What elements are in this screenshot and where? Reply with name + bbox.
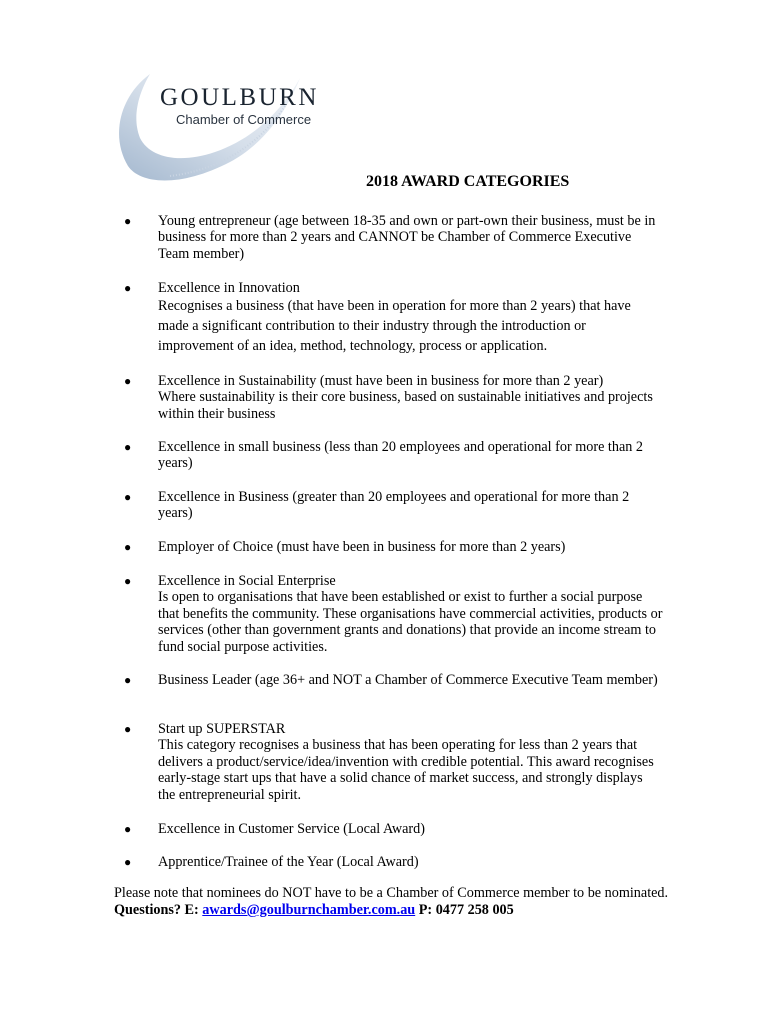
category-title: Excellence in Social Enterprise	[158, 573, 336, 589]
list-item-customer-service	[124, 821, 663, 837]
list-item-startup-superstar	[124, 721, 663, 803]
list-item-employer-of-choice	[124, 539, 663, 555]
bullet-icon: ●	[124, 490, 132, 504]
bullet-icon: ●	[124, 281, 132, 295]
bullet-icon: ●	[124, 855, 132, 869]
bullet-icon: ●	[124, 440, 132, 454]
list-item-social-enterprise	[124, 573, 663, 655]
footer-note-text: Please note that nominees do NOT have to be a Chamber of Commerce member to be nominated.	[114, 885, 669, 901]
questions-label: Questions? E:	[114, 902, 199, 918]
category-description: Where sustainability is their core business, based on sustainable initiatives and projects within their business	[158, 389, 653, 422]
bullet-icon: ●	[124, 673, 132, 687]
bullet-icon: ●	[124, 214, 132, 228]
list-item-sustainability	[124, 373, 663, 422]
category-title: Excellence in Customer Service (Local Award)	[158, 821, 425, 837]
category-title: Employer of Choice (must have been in business for more than 2 years)	[158, 539, 566, 555]
category-description: This category recognises a business that has been operating for less than 2 years that delivers a product/service/idea/invention with credible potential. This award recognises early-stage start ups that have a solid chance of market success, and strongly displays the entrepreneurial spirit.	[158, 737, 654, 803]
category-title: Excellence in Innovation	[158, 280, 300, 296]
bullet-icon: ●	[124, 540, 132, 554]
list-item-innovation	[124, 280, 663, 356]
category-title: Excellence in Business (greater than 20 employees and operational for more than 2 years)	[158, 489, 630, 522]
list-item-young-entrepreneur	[124, 213, 663, 262]
category-description: Is open to organisations that have been established or exist to further a social purpose that benefits the community. These organisations have commercial activities, products or services (other than government grants and donations) that provide an income stream to fund social purpose activities.	[158, 589, 663, 655]
category-title: Excellence in small business (less than 20 employees and operational for more than 2 years)	[158, 439, 643, 472]
list-item-small-business	[124, 439, 663, 472]
footer-note	[114, 885, 674, 919]
bullet-icon: ●	[124, 822, 132, 836]
list-item-business-leader	[124, 672, 663, 688]
phone-number: P: 0477 258 005	[418, 902, 514, 918]
logo-name: GOULBURN	[160, 84, 319, 111]
page-title-text: 2018 AWARD CATEGORIES	[366, 173, 570, 190]
bullet-icon: ●	[124, 574, 132, 588]
email-link[interactable]: awards@goulburnchamber.com.au	[202, 902, 416, 918]
bullet-icon: ●	[124, 374, 132, 388]
logo-subtitle: Chamber of Commerce	[176, 112, 312, 127]
list-item-apprentice	[124, 854, 663, 870]
list-item-business	[124, 489, 663, 522]
category-title: Excellence in Sustainability (must have been in business for more than 2 year)	[158, 373, 604, 389]
category-title: Apprentice/Trainee of the Year (Local Award)	[158, 854, 419, 870]
category-title: Business Leader (age 36+ and NOT a Chamber of Commerce Executive Team member)	[158, 672, 658, 688]
category-title: Young entrepreneur (age between 18-35 and own or part-own their business, must be in business for more than 2 years and CANNOT be Chamber of Commerce Executive Team member)	[158, 213, 656, 262]
page-title	[0, 173, 770, 191]
category-description: Recognises a business (that have been in operation for more than 2 years) that have made a significant contribution to their industry through the introduction or improvement of an idea, method, technology, process or application.	[158, 298, 631, 355]
category-title: Start up SUPERSTAR	[158, 721, 286, 737]
bullet-icon: ●	[124, 722, 132, 736]
